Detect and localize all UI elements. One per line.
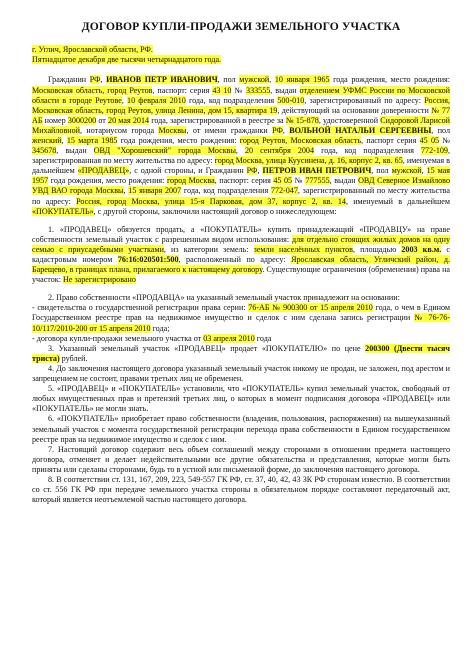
clause-2: 2. Право собственности «ПРОДАВЦА» на указанный земельный участок принадлежит на основании: - свидетельства о государственной регистрации права серии: 76-АБ № 900300 от 15 апреля 2010 года, о чем в Едином Государственном реестре прав на недвижимое имущество и сделок с ним сделана запись регистрации № 76-76-10/117/2010-200 от 15 апреля 2010 года; - договора купли-продажи земельного участка от 03 апреля 2010 года [32,293,451,343]
document-title: ДОГОВОР КУПЛИ-ПРОДАЖИ ЗЕМЕЛЬНОГО УЧАСТКА [81,20,401,33]
date-line: Пятнадцатое декабря две тысячи четырнадцатого года. [32,55,222,65]
clause-7: 7. Настоящий договор содержит весь объем соглашений между сторонами в отношении предмета настоящего договора, отменяет и делает недействительными все другие обязательства и представления, которые могли быть приняты или сделаны сторонами, будь то в устной или письменной форме, до заключения настоящего договора. [32,444,450,474]
clause-3: 3. Указанный земельный участок «ПРОДАВЕЦ» продает «ПОКУПАТЕЛЮ» по цене 200300 (Двести тысяч триста) рублей. [32,343,450,363]
clause-4: 4. До заключения настоящего договора указанный земельный участок никому не продан, не заложен, под арестом и запрещением не состоит, правами третьих лиц не обременен. [32,363,450,384]
place-and-date [32,45,450,65]
clause-6: 6. «ПОКУПАТЕЛЬ» приобретает право собственности (владения, пользования, распоряжения) на вышеуказанный земельный участок с момента государственной регистрации перехода права собственности в Едином государственном реестре прав на недвижимое имущество и сделок с ним. [32,414,450,444]
clause-5: 5. «ПРОДАВЕЦ» и «ПОКУПАТЕЛЬ» установили, что «ПОКУПАТЕЛЬ» купил земельный участок, свободный от любых имущественных прав и претензий третьих лиц, о которых в момент подписания договора «ПРОДАВЕЦ» или «ПОКУПАТЕЛЬ» не могли знать. [32,384,450,414]
document-body [32,75,450,505]
parties-paragraph: Гражданин РФ, ИВАНОВ ПЕТР ИВАНОВИЧ, пол мужской, 10 января 1965 года рождения, место рождения: Московская область, город Реутов, паспорт: серия 43 10 № 333555, выдан отделением УФМС России по Московской области в городе Реутове, 10 февраля 2010 года, код подразделения 500-010, зарегистрированный по адресу: Россия, Московская область, город Реутов, улица Ленина, дом 15, квартира 19, действующий на основании доверенности № 77 АБ номер 3000200 от 20 мая 2014 года, зарегистрированной в реестре за № 15-878, удостоверенной Сидоровой Ларисой Михайловной, нотариусом города Москвы, от имени гражданки РФ, ВОЛЬНОЙ НАТАЛЬИ СЕРГЕЕВНЫ, пол женский, 15 марта 1985 года рождения, место рождения: город Реутов, Московская область, паспорт серия 45 05 № 345678, выдан ОВД "Хорошевский" города Москвы, 20 сентября 2004 года, код подразделения 772-109, зарегистрированная по месту жительства по адресу: город Москва, улица Куусинена, д. 16, корпус 2, кв. 65, именуемая в дальнейшем «ПРОДАВЕЦ», с одной стороны, и Гражданин РФ, ПЕТРОВ ИВАН ПЕТРОВИЧ, пол мужской, 15 мая 1957 года рождения, место рождения: город Москва, паспорт: серия 45 05 № 777555, выдан ОВД Северное Измайлово УВД ВАО города Москвы, 15 января 2007 года, код подразделения 772-047, зарегистрированный по месту жительства по адресу: Россия, город Москва, улица 15-я Парковая, дом 37, корпус 2, кв. 14, именуемый в дальнейшем «ПОКУПАТЕЛЬ», с другой стороны, заключили настоящий договор о нижеследующем: [32,75,451,216]
clause-8: 8. В соответствии ст. 131, 167, 209, 223, 549-557 ГК РФ, ст. 37, 40, 42, 43 ЗК РФ сторонам известно. В соответствии со ст. 556 ГК РФ при передаче земельного участка стороны в обязательном порядке составляют передаточный акт, который является неотъемлемой частью настоящего договора. [32,474,450,505]
clause-1: 1. «ПРОДАВЕЦ» обязуется продать, а «ПОКУПАТЕЛЬ» купить принадлежащий «ПРОДАВЦУ» на праве собственности земельный участок с разрешенным видом использования: для отдельно стоящих жилых домов на одну семью с приусадебными участками, из категории земель: земли населённых пунктов, площадью 2003 кв.м. с кадастровым номером 76:16:020501:500, расположенный по адресу: Ярославская область, Угличский район, д. Барещево, в границах плана, прилагаемого к настоящему договору. Существующие ограничения (обременения) права на участок: Не зарегистрировано [32,224,450,285]
place-line: г. Углич, Ярославской области, РФ. [32,45,153,54]
